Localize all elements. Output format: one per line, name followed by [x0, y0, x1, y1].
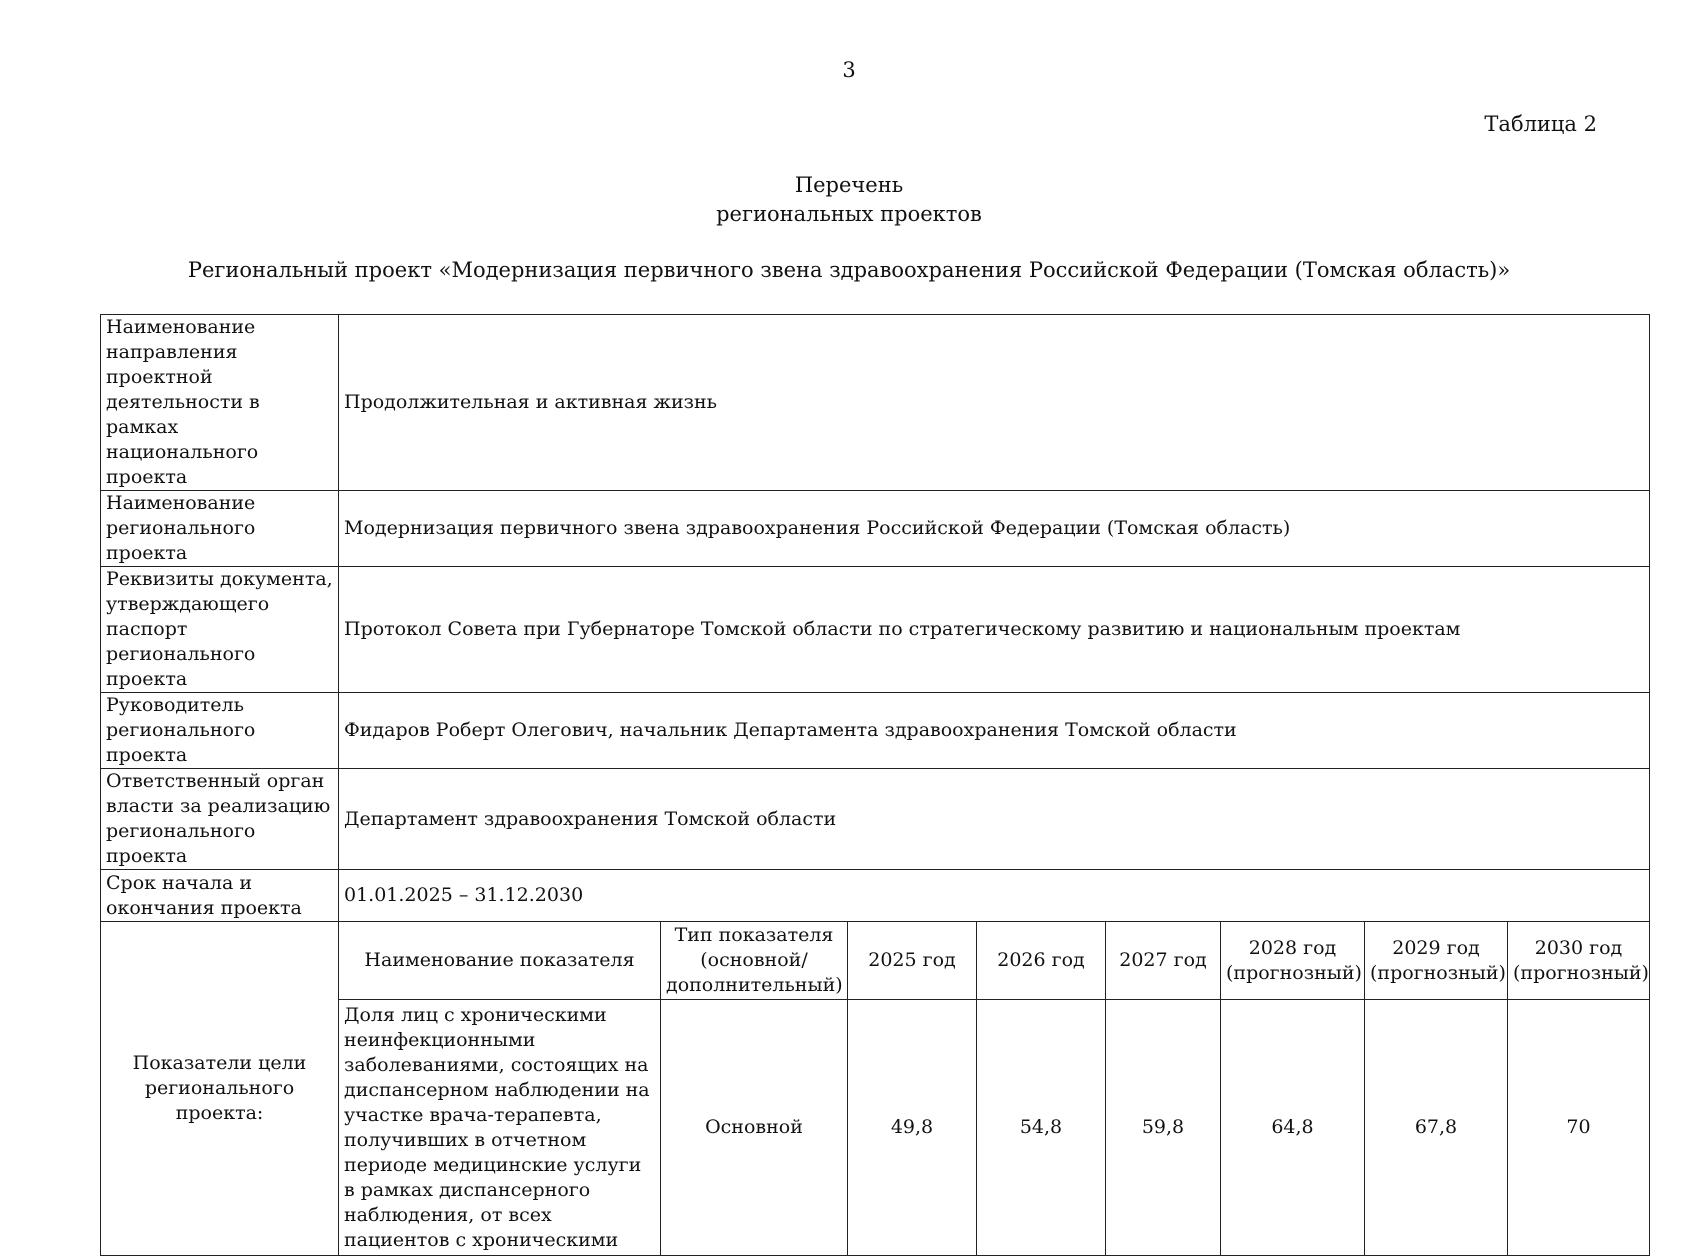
header-year-2025: 2025 год	[848, 922, 977, 1000]
indicator-type: Основной	[661, 1000, 848, 1256]
table-row	[101, 315, 1650, 491]
indicator-header-row	[101, 922, 1650, 1000]
indicator-value-2030: 70	[1508, 1000, 1650, 1256]
row-label: Наименование направления проектной деятельности в рамках национального проекта	[101, 315, 339, 491]
row-label: Ответственный орган власти за реализацию регионального проекта	[101, 769, 339, 870]
table-row	[101, 693, 1650, 769]
row-label: Наименование регионального проекта	[101, 491, 339, 567]
document-title-line-2: региональных проектов	[716, 202, 982, 226]
row-label: Срок начала и окончания проекта	[101, 870, 339, 922]
row-value: Фидаров Роберт Олегович, начальник Департамента здравоохранения Томской области	[339, 693, 1650, 769]
row-value: Протокол Совета при Губернаторе Томской области по стратегическому развитию и национальным проектам	[339, 567, 1650, 693]
row-label: Руководитель регионального проекта	[101, 693, 339, 769]
project-passport-table	[100, 314, 1650, 1256]
header-year-2028: 2028 год (прогнозный)	[1221, 922, 1365, 1000]
header-indicator-type: Тип показателя (основной/ дополнительный)	[661, 922, 848, 1000]
table-row	[101, 870, 1650, 922]
indicator-value-2027: 59,8	[1106, 1000, 1221, 1256]
table-label: Таблица 2	[1484, 112, 1597, 136]
table-row	[101, 491, 1650, 567]
document-title	[0, 171, 1698, 229]
goal-indicators-label: Показатели цели регионального проекта:	[101, 922, 339, 1256]
indicator-value-2028: 64,8	[1221, 1000, 1365, 1256]
row-label: Реквизиты документа, утверждающего паспорт регионального проекта	[101, 567, 339, 693]
table-row	[101, 769, 1650, 870]
indicator-value-2026: 54,8	[977, 1000, 1106, 1256]
project-title: Региональный проект «Модернизация первичного звена здравоохранения Российской Федерации (Томская область)»	[187, 258, 1511, 282]
indicator-name: Доля лиц с хроническими неинфекционными заболеваниями, состоящих на диспансерном наблюдении на участке врача-терапевта, получивших в отчетном периоде медицинские услуги в рамках диспансерного наблюдения, от всех пациентов с хроническими	[339, 1000, 661, 1256]
header-indicator-name: Наименование показателя	[339, 922, 661, 1000]
table-row	[101, 567, 1650, 693]
page-number: 3	[842, 58, 856, 82]
indicator-value-2029: 67,8	[1365, 1000, 1508, 1256]
header-year-2026: 2026 год	[977, 922, 1106, 1000]
header-year-2030: 2030 год (прогнозный)	[1508, 922, 1650, 1000]
row-value: Продолжительная и активная жизнь	[339, 315, 1650, 491]
header-year-2029: 2029 год (прогнозный)	[1365, 922, 1508, 1000]
header-year-2027: 2027 год	[1106, 922, 1221, 1000]
row-value: 01.01.2025 – 31.12.2030	[339, 870, 1650, 922]
indicator-value-2025: 49,8	[848, 1000, 977, 1256]
row-value: Модернизация первичного звена здравоохранения Российской Федерации (Томская область)	[339, 491, 1650, 567]
document-title-line-1: Перечень	[794, 173, 904, 197]
row-value: Департамент здравоохранения Томской области	[339, 769, 1650, 870]
